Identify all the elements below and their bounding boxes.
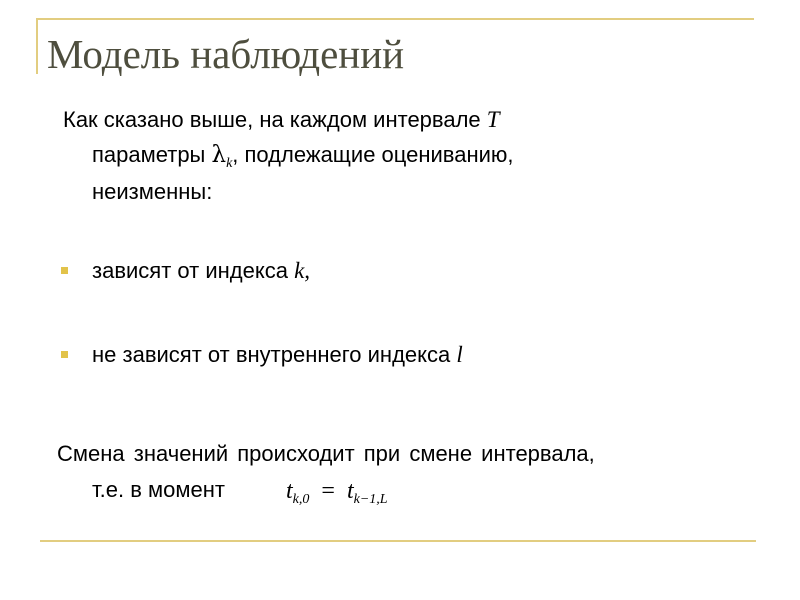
eq-lhs-base: t: [286, 478, 293, 504]
bullet-marker: [61, 267, 68, 274]
variable-l: l: [456, 342, 463, 367]
intro-line-2: [92, 140, 514, 179]
intro-line-1-text: Как сказано выше, на каждом интервале: [63, 107, 487, 132]
slide-title: Модель наблюдений: [47, 31, 405, 77]
variable-k: k,: [294, 258, 311, 283]
footer-line-1: Смена значений происходит при смене интервала,: [57, 441, 595, 466]
variable-T: T: [486, 107, 500, 132]
eq-rhs-base: t: [346, 478, 354, 504]
top-rule: [36, 18, 754, 20]
intro-line-2-text-b: , подлежащие оцениванию,: [232, 142, 514, 167]
intro-line-2-text-a: параметры: [92, 142, 212, 167]
eq-rhs-subscript: k−1,L: [353, 492, 388, 507]
bullet-item-1: [92, 256, 310, 286]
eq-operator: =: [321, 478, 335, 504]
intro-line-3: неизменны:: [92, 179, 213, 204]
lambda-subscript: k: [226, 156, 233, 171]
intro-line-1: [63, 105, 500, 135]
bullet-marker: [61, 351, 68, 358]
lambda-symbol: λ: [211, 142, 227, 168]
bullet-item-1-text: зависят от индекса: [92, 258, 295, 283]
bottom-rule: [40, 540, 756, 542]
bullet-item-2: [92, 340, 463, 370]
bullet-item-2-text: не зависят от внутреннего индекса: [92, 342, 457, 367]
eq-lhs-subscript: k,0: [292, 492, 310, 507]
footer-line-2: т.е. в момент: [92, 477, 225, 502]
equation: [286, 476, 388, 515]
left-rule: [36, 18, 38, 74]
